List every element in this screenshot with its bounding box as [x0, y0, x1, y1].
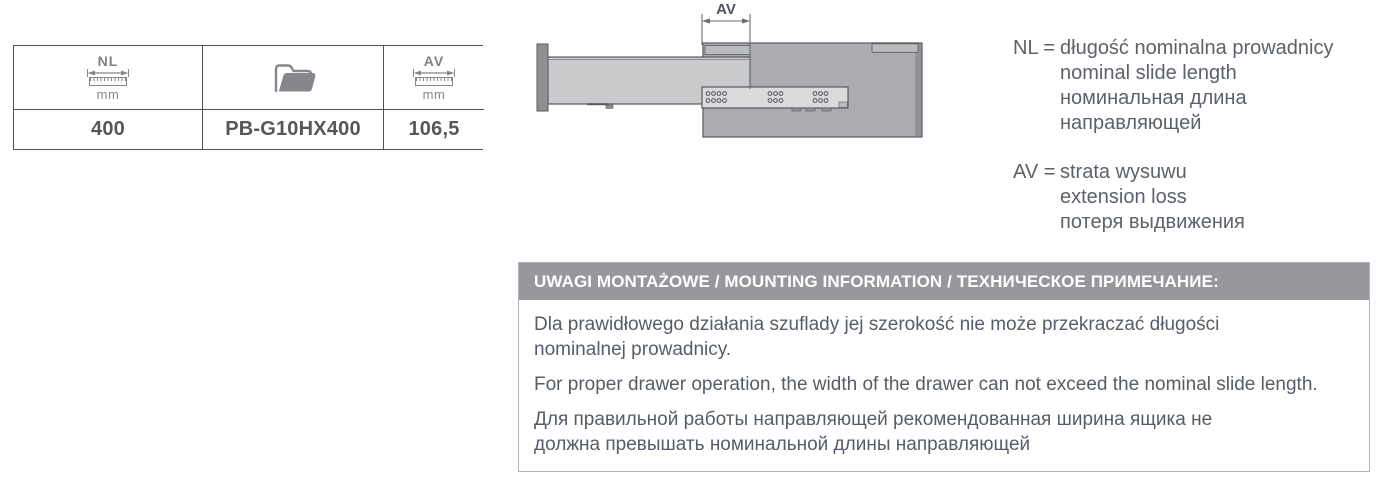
note-body	[519, 300, 1369, 471]
value-nl: 400	[14, 110, 203, 149]
value-av: 106,5	[384, 110, 484, 149]
value-code: PB-G10HX400	[203, 110, 384, 149]
note-line: nominalnej prowadnicy.	[534, 339, 732, 360]
note-line: должна превышать номинальной длины направляющей	[534, 434, 1031, 455]
legend-line: długość nominalna prowadnicy	[1060, 37, 1334, 59]
rail-bottom-tabs	[792, 108, 831, 111]
column-header-av	[384, 46, 484, 110]
note-header: UWAGI MONTAŻOWE / MOUNTING INFORMATION / ТЕХНИЧЕСКОЕ ПРИМЕЧАНИЕ:	[519, 263, 1369, 300]
av-dimension-icon	[412, 54, 456, 101]
slide-top-front-segment	[705, 46, 750, 55]
slide-top-rear-segment	[872, 44, 918, 53]
note-line: Dla prawidłowego działania szuflady jej szerokość nie może przekraczać długości	[534, 314, 1220, 335]
nl-label: NL	[97, 53, 119, 69]
drawer-front-panel	[537, 44, 548, 111]
av-dimension-label: AV	[716, 1, 736, 18]
column-header-nl	[14, 46, 203, 110]
note-paragraph-ru	[534, 407, 1361, 457]
legend-line: направляющей	[1060, 112, 1202, 134]
column-header-code	[203, 46, 384, 110]
legend-term-av: AV =	[1013, 161, 1056, 183]
slide-rail	[702, 87, 848, 108]
legend	[1013, 36, 1383, 259]
note-paragraph-en	[534, 372, 1361, 397]
folder-icon	[269, 60, 317, 96]
legend-entry-av	[1013, 160, 1383, 235]
legend-line: номинальная длина	[1060, 87, 1247, 109]
note-line: Для правильной работы направляющей рекомендованная ширина ящика не	[534, 409, 1213, 430]
ruler-icon	[415, 77, 453, 86]
cabinet-right-edge	[915, 44, 921, 137]
legend-term-nl: NL =	[1013, 37, 1056, 59]
legend-line: strata wysuwu	[1060, 161, 1187, 183]
drawer-bottom-nub	[606, 105, 613, 108]
legend-line: nominal slide length	[1060, 62, 1237, 84]
note-paragraph-pl	[534, 312, 1361, 362]
legend-entry-nl	[1013, 36, 1383, 136]
drawer-slide-diagram	[530, 0, 930, 145]
note-line: For proper drawer operation, the width of the drawer can not exceed the nominal slide length.	[534, 374, 1318, 395]
spec-table	[13, 45, 483, 150]
av-unit: mm	[422, 87, 446, 102]
mounting-note-box	[518, 262, 1370, 472]
ruler-icon	[89, 77, 127, 86]
av-label: AV	[423, 53, 445, 69]
legend-line: потеря выдвижения	[1060, 211, 1245, 233]
nl-dimension-icon	[86, 54, 130, 101]
legend-line: extension loss	[1060, 186, 1187, 208]
nl-unit: mm	[96, 87, 120, 102]
